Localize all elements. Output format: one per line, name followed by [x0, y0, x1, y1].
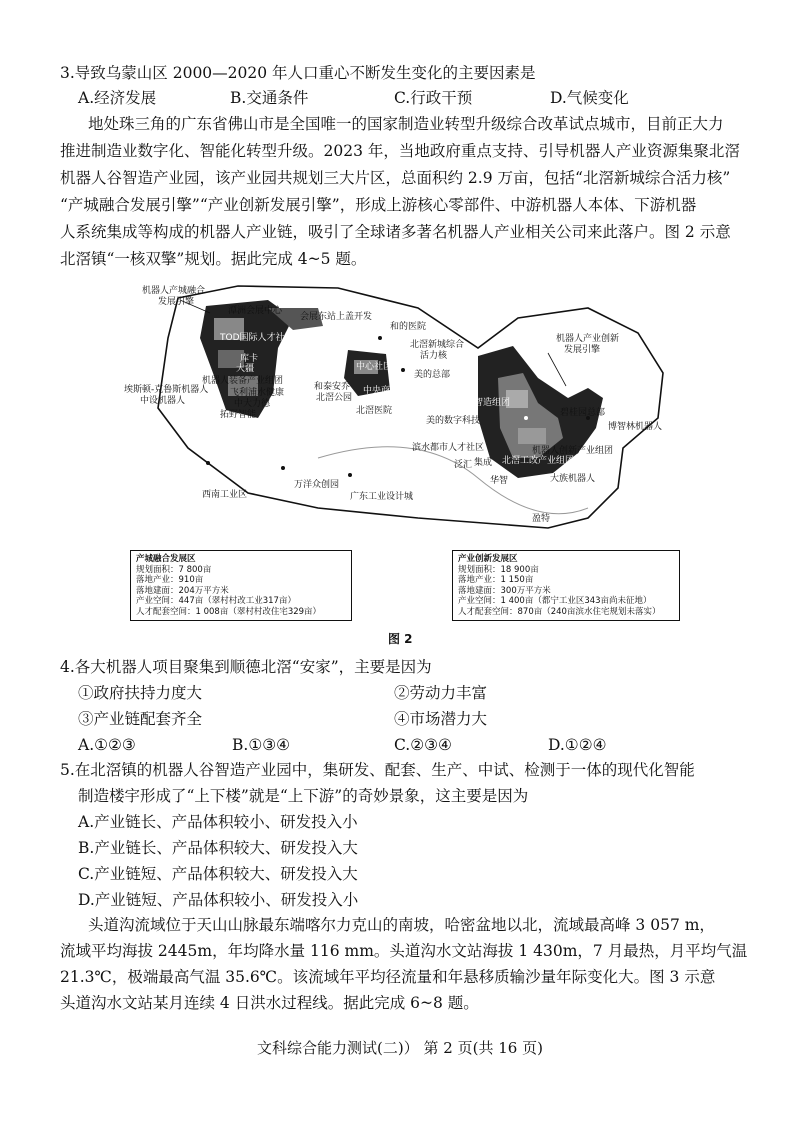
map-label: 中央商务区	[363, 386, 409, 396]
marker-dot	[206, 461, 210, 465]
map-label: 中大力德	[234, 399, 271, 409]
figure2-map	[118, 278, 688, 648]
map-label: 泛汇	[454, 460, 473, 470]
q5-option-d: D.产业链短、产品体积较小、研发投入小	[78, 891, 359, 909]
map-label: 发展引擎	[158, 297, 195, 307]
q5-option-b: B.产业链长、产品体积较大、研发投入大	[78, 839, 358, 857]
box-left-line: 落地建面：204万平方米	[136, 585, 229, 596]
q5-stem: 5.在北滘镇的机器人谷智造产业园中，集研发、配套、生产、中试、检测于一体的现代化智能	[60, 761, 695, 779]
box-right-line: 落地建面：300万平方米	[458, 585, 551, 596]
map-label: 埃斯顿-克鲁斯机器人	[124, 385, 209, 395]
map-label: 中心社区	[356, 362, 393, 372]
marker-dot	[378, 336, 382, 340]
map-label: 碧桂园总部	[560, 408, 606, 418]
q4-option-a: A.①②③	[78, 736, 136, 754]
box-right-line: 人才配套空间：870亩（240亩滨水住宅规划未落实）	[458, 606, 661, 617]
map-label: 大族机器人	[550, 474, 596, 484]
map-label: 机器人产城融合	[142, 286, 206, 296]
page-footer: 文科综合能力测试(二)） 第 2 页(共 16 页)	[257, 1039, 543, 1057]
passage2-line: 流域平均海拔 2445m，年均降水量 116 mm。头道沟水文站海拔 1 430m，7 月最热，月平均气温	[60, 942, 748, 960]
q4-stem: 4.各大机器人项目聚集到顺德北滘“安家”，主要是因为	[60, 658, 432, 676]
map-label: 北滘公园	[316, 393, 353, 403]
map-label: 和的医院	[390, 322, 427, 332]
q5-option-c: C.产业链短、产品体积较大、研发投入大	[78, 865, 358, 883]
map-label: 数字智造组团	[456, 398, 511, 408]
q4-option-b: B.①③④	[232, 736, 291, 754]
passage1-line: 北滘镇“一核双擎”规划。据此完成 4~5 题。	[60, 250, 367, 268]
q4-option-d: D.①②④	[548, 736, 607, 754]
map-label: 滨水都市人才社区	[412, 443, 485, 453]
map-label: 美的总部	[414, 370, 451, 380]
map-label: 发展引擎	[564, 345, 601, 355]
q3-option-a: A.经济发展	[78, 89, 157, 107]
map-label: 集成	[474, 458, 493, 468]
map-label: 北滘新城综合	[410, 340, 465, 350]
passage2-line: 21.3℃，极端最高气温 35.6℃。该流域年平均径流量和年悬移质输沙量年际变化大。图 3 示意	[60, 968, 716, 986]
figure2-caption: 图 2	[388, 632, 413, 646]
map-label: 大疆	[236, 364, 255, 374]
passage2-line: 头道沟水文站某月连续 4 日洪水过程线。据此完成 6~8 题。	[60, 994, 479, 1012]
map-label: 机器人创新产业组团	[532, 446, 614, 456]
map-label: 潭洲会展中心	[228, 306, 283, 316]
marker-dot	[524, 416, 528, 420]
passage1-line: 人系统集成等构成的机器人产业链，吸引了全球诸多著名机器人产业相关公司来此落户。图 2 示意	[60, 223, 731, 241]
passage1-line: 推进制造业数字化、智能化转型升级。2023 年，当地政府重点支持、引导机器人产业资源集聚北滘	[60, 142, 740, 160]
passage1-line: 机器人谷智造产业园，该产业园共规划三大片区，总面积约 2.9 万亩，包括“北滘新城综合活力核”	[60, 169, 731, 187]
box-left-line: 落地产业：910亩	[136, 575, 204, 585]
marker-dot	[281, 466, 285, 470]
map-label: 西南工业区	[202, 490, 248, 500]
box-right	[452, 550, 680, 621]
box-left-line: 人才配套空间：1 008亩（翠村村改住宅329亩）	[136, 606, 322, 617]
box-left-line: 产业空间：447亩（翠村村改工业317亩）	[136, 596, 296, 606]
map-label: 华智	[490, 476, 509, 486]
q5-stem-cont: 制造楼宇形成了“上下楼”就是“上下游”的奇妙景象，这主要是因为	[78, 787, 529, 805]
map-label: 库卡	[240, 354, 259, 364]
q4-item-2: ②劳动力丰富	[394, 684, 488, 702]
map-label: 机器人产业创新	[556, 334, 620, 344]
passage1-line: 地处珠三角的广东省佛山市是全国唯一的国家制造业转型升级综合改革试点城市，目前正大力	[88, 115, 724, 133]
map-label: 万洋众创园	[294, 480, 340, 490]
map-label: 中设机器人	[140, 396, 186, 406]
map-label: 北滘医院	[356, 406, 393, 416]
box-right-line: 落地产业：1 150亩	[458, 575, 534, 585]
map-label: 博智林机器人	[608, 422, 663, 432]
passage1-line: “产城融合发展引擎”“产业创新发展引擎”，形成上游核心零部件、中游机器人本体、下游机器	[60, 196, 697, 214]
map-label: 飞利浦水健康	[230, 388, 285, 398]
map-label: 盈特	[532, 514, 551, 524]
q4-option-c: C.②③④	[394, 736, 452, 754]
box-left	[130, 550, 352, 621]
map-label: 拓野智能	[220, 410, 257, 420]
q4-item-3: ③产业链配套齐全	[78, 710, 203, 728]
q5-option-a: A.产业链长、产品体积较小、研发投入小	[78, 813, 358, 831]
map-label: TOD国际人才社区组团	[220, 333, 312, 343]
passage2-line: 头道沟流域位于天山山脉最东端喀尔力克山的南坡，哈密盆地以北，流域最高峰 3 057 m，	[88, 916, 715, 934]
map-label: 和泰安乔	[314, 382, 351, 392]
q4-item-4: ④市场潜力大	[394, 710, 488, 728]
box-right-line: 产业空间：1 400亩（都宁工业区343亩尚未征地）	[458, 596, 652, 606]
map-label: 美的数字科技	[426, 416, 481, 426]
right-block-b	[518, 428, 546, 444]
map-label: 机器人装备产业组团	[202, 376, 284, 386]
map-label: 广东工业设计城	[350, 492, 414, 502]
q3-option-b: B.交通条件	[230, 89, 309, 107]
box-left-title: 产城融合发展区	[136, 554, 196, 564]
q3-option-c: C.行政干预	[394, 89, 473, 107]
map-label: 会展东站上盖开发	[300, 312, 373, 322]
box-right-title: 产业创新发展区	[458, 554, 518, 564]
marker-dot	[348, 473, 352, 477]
q3-option-d: D.气候变化	[550, 89, 629, 107]
marker-dot	[401, 368, 405, 372]
map-label: 活力核	[420, 351, 448, 361]
map-label: 北滘工改产业组团	[502, 456, 575, 466]
q4-item-1: ①政府扶持力度大	[78, 684, 203, 702]
box-right-line: 规划面积：18 900亩	[458, 564, 539, 575]
q3-stem: 3.导致乌蒙山区 2000—2020 年人口重心不断发生变化的主要因素是	[60, 64, 536, 82]
box-left-line: 规划面积：7 800亩	[136, 564, 212, 575]
